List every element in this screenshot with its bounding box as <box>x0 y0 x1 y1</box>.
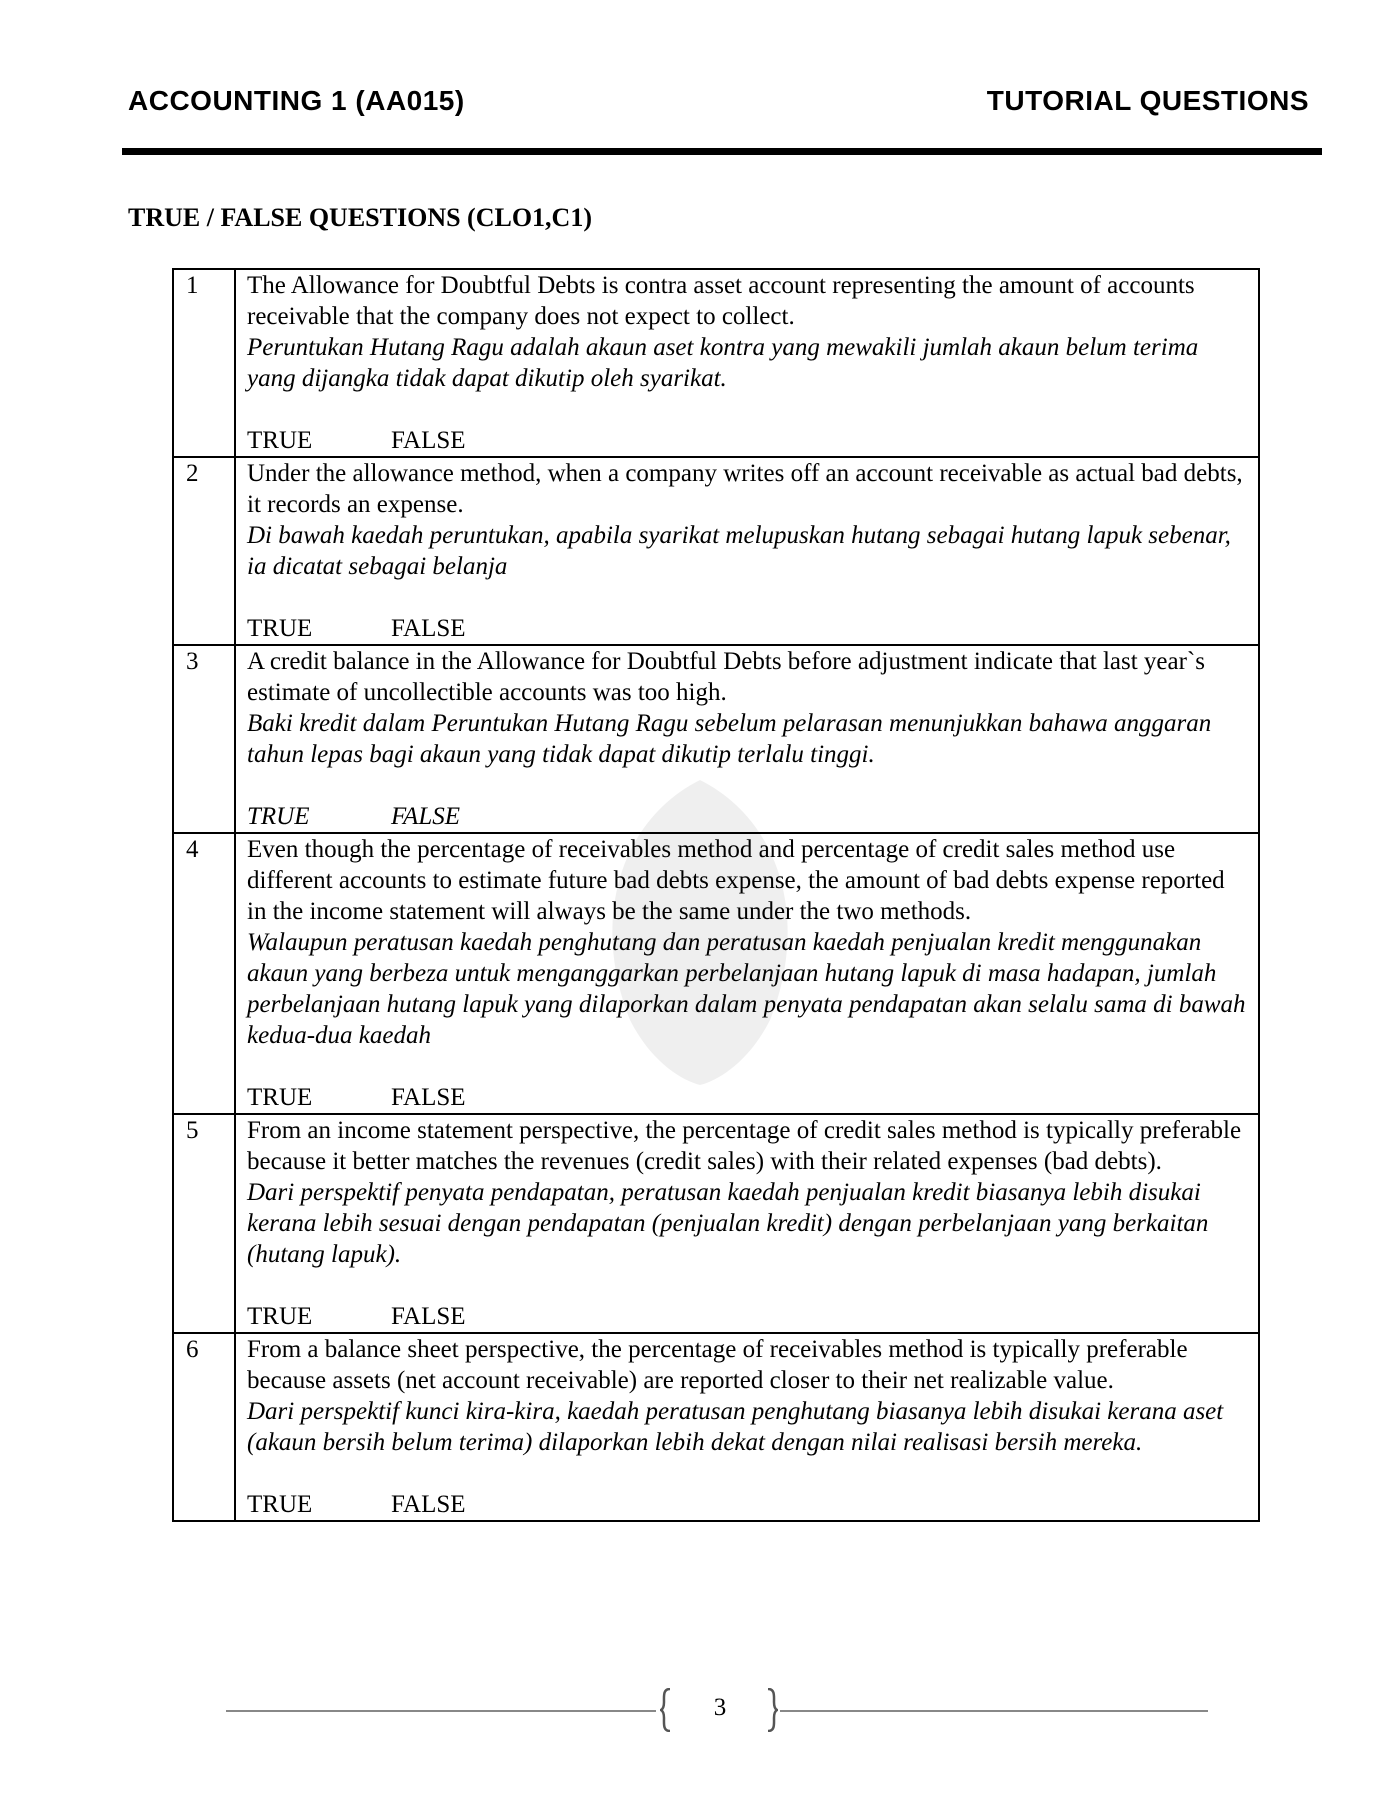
false-option: FALSE <box>391 1491 466 1518</box>
question-row <box>173 645 1259 833</box>
question-row <box>173 1333 1259 1521</box>
true-false-options <box>247 613 1248 644</box>
question-text-malay: Baki kredit dalam Peruntukan Hutang Ragu sebelum pelarasan menunjukkan bahawa anggaran tahun lepas bagi akaun yang tidak dapat dikutip terlalu tinggi. <box>247 710 1212 768</box>
true-option: TRUE <box>247 1303 313 1330</box>
true-false-options <box>247 1301 1248 1332</box>
page-footer <box>0 1688 1391 1748</box>
question-text-english: A credit balance in the Allowance for Doubtful Debts before adjustment indicate that last year`s estimate of uncollectible accounts was too high. <box>247 648 1206 706</box>
true-false-options <box>247 801 1248 832</box>
false-option: FALSE <box>391 427 466 454</box>
question-text-english: From an income statement perspective, the percentage of credit sales method is typically preferable because it better matches the revenues (credit sales) with their related expenses (bad debts). <box>247 1117 1242 1175</box>
footer-line-right <box>780 1710 1208 1712</box>
question-number: 4 <box>173 833 235 1114</box>
right-bracket-icon <box>766 1688 778 1732</box>
question-content <box>235 833 1259 1114</box>
section-title: TRUE / FALSE QUESTIONS (CLO1,C1) <box>128 203 592 232</box>
question-text-english: Under the allowance method, when a company writes off an account receivable as actual bad debts, it records an expense. <box>247 460 1243 518</box>
spacer <box>247 1270 1248 1301</box>
question-content <box>235 1114 1259 1333</box>
true-false-options <box>247 1489 1248 1520</box>
true-false-options <box>247 1082 1248 1113</box>
document-type: TUTORIAL QUESTIONS <box>986 85 1309 116</box>
false-option: FALSE <box>391 803 460 830</box>
true-option: TRUE <box>247 1491 313 1518</box>
header-divider <box>122 148 1322 155</box>
question-row <box>173 1114 1259 1333</box>
question-number: 6 <box>173 1333 235 1521</box>
question-row <box>173 457 1259 645</box>
left-bracket-icon <box>660 1688 672 1732</box>
spacer <box>247 770 1248 801</box>
question-row <box>173 269 1259 457</box>
question-row <box>173 833 1259 1114</box>
spacer <box>247 1458 1248 1489</box>
question-number: 3 <box>173 645 235 833</box>
question-text-malay: Peruntukan Hutang Ragu adalah akaun aset kontra yang mewakili jumlah akaun belum terima yang dijangka tidak dapat dikutip oleh syarikat. <box>247 334 1199 392</box>
spacer <box>247 394 1248 425</box>
question-number: 2 <box>173 457 235 645</box>
question-text-english: From a balance sheet perspective, the percentage of receivables method is typically preferable because assets (net account receivable) are reported closer to their net realizable value. <box>247 1336 1188 1394</box>
question-number: 5 <box>173 1114 235 1333</box>
questions-table <box>172 268 1260 1522</box>
footer-line-left <box>226 1710 656 1712</box>
question-text-malay: Dari perspektif penyata pendapatan, peratusan kaedah penjualan kredit biasanya lebih disukai kerana lebih sesuai dengan pendapatan (penjualan kredit) dengan perbelanjaan yang berkaitan (hutang lapuk). <box>247 1179 1209 1268</box>
question-content <box>235 269 1259 457</box>
false-option: FALSE <box>391 1084 466 1111</box>
question-text-malay: Walaupun peratusan kaedah penghutang dan peratusan kaedah penjualan kredit menggunakan akaun yang berbeza untuk menganggarkan perbelanjaan hutang lapuk di masa hadapan, jumlah perbelanjaan hutang lapuk yang dilaporkan dalam penyata pendapatan akan selalu sama di bawah kedua-dua kaedah <box>247 929 1246 1049</box>
question-content <box>235 457 1259 645</box>
question-text-malay: Di bawah kaedah peruntukan, apabila syarikat melupuskan hutang sebagai hutang lapuk sebenar, ia dicatat sebagai belanja <box>247 522 1231 580</box>
question-text-english: The Allowance for Doubtful Debts is contra asset account representing the amount of accounts receivable that the company does not expect to collect. <box>247 272 1195 330</box>
true-option: TRUE <box>247 1084 313 1111</box>
spacer <box>247 1051 1248 1082</box>
true-option: TRUE <box>247 615 313 642</box>
spacer <box>247 582 1248 613</box>
question-content <box>235 645 1259 833</box>
question-number: 1 <box>173 269 235 457</box>
page-number: 3 <box>713 1694 727 1721</box>
true-false-options <box>247 425 1248 456</box>
question-text-malay: Dari perspektif kunci kira-kira, kaedah peratusan penghutang biasanya lebih disukai kerana aset (akaun bersih belum terima) dilaporkan lebih dekat dengan nilai realisasi bersih mereka. <box>247 1398 1224 1456</box>
false-option: FALSE <box>391 1303 466 1330</box>
course-title: ACCOUNTING 1 (AA015) <box>128 85 465 116</box>
true-option: TRUE <box>247 427 313 454</box>
question-text-english: Even though the percentage of receivables method and percentage of credit sales method use different accounts to estimate future bad debts expense, the amount of bad debts expense reported in the income statement will always be the same under the two methods. <box>247 836 1225 925</box>
true-option: TRUE <box>247 803 310 830</box>
false-option: FALSE <box>391 615 466 642</box>
question-content <box>235 1333 1259 1521</box>
